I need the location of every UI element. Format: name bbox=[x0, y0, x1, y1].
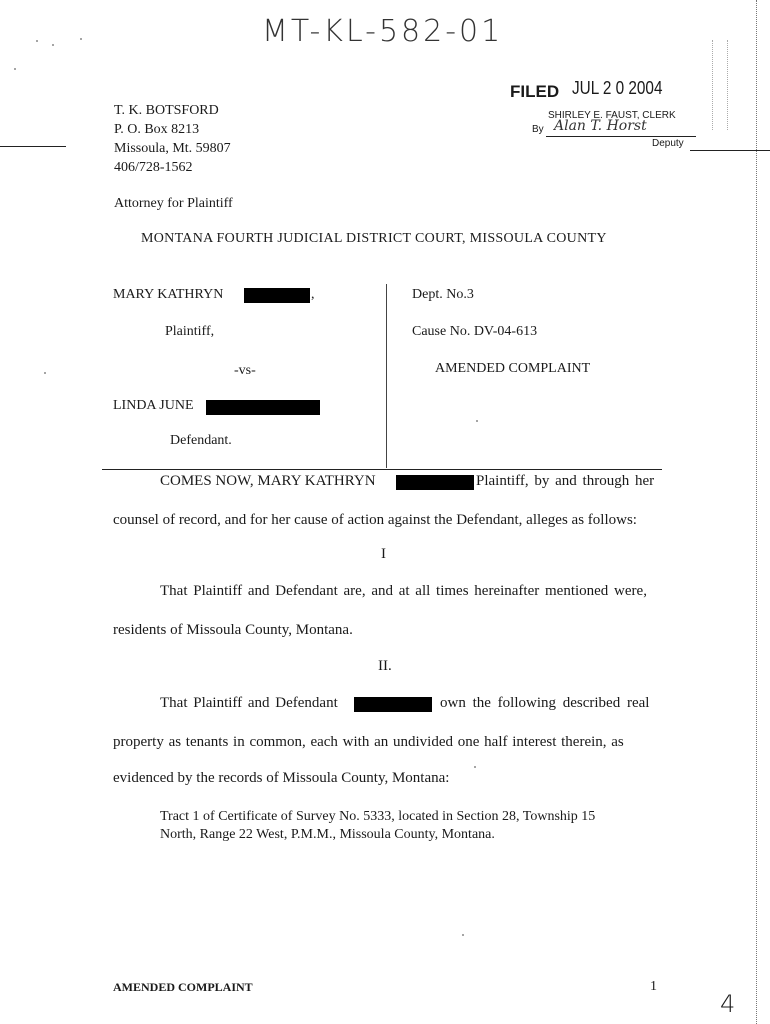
caption-vertical-divider bbox=[386, 284, 387, 468]
defendant-name-text: LINDA JUNE bbox=[113, 398, 194, 413]
scan-speck bbox=[36, 40, 38, 42]
clerk-signature: Alan T. Horst bbox=[554, 118, 647, 134]
margin-mark-right bbox=[690, 150, 770, 151]
intro-part-b: Plaintiff, by and through her bbox=[476, 473, 655, 489]
paragraph-1-line-2: residents of Missoula County, Montana. bbox=[113, 622, 353, 638]
attorney-city: Missoula, Mt. 59807 bbox=[114, 141, 231, 156]
paragraph-2-line-1a: That Plaintiff and Defendant bbox=[160, 695, 338, 711]
paragraph-2-line-2: property as tenants in common, each with an undivided one half interest therein, as bbox=[113, 734, 624, 750]
court-title: MONTANA FOURTH JUDICIAL DISTRICT COURT, MISSOULA COUNTY bbox=[141, 231, 607, 246]
filed-label: FILED bbox=[510, 82, 560, 101]
vs-label: -vs- bbox=[234, 363, 256, 378]
intro-part-a: COMES NOW, MARY KATHRYN bbox=[160, 473, 376, 489]
vertical-stamp-artifact bbox=[712, 40, 728, 130]
attorney-name: T. K. BOTSFORD bbox=[114, 103, 219, 118]
handwritten-page-mark: 4 bbox=[720, 990, 739, 1018]
scan-speck bbox=[44, 372, 46, 374]
redaction-bar bbox=[396, 475, 474, 490]
plaintiff-comma: , bbox=[311, 287, 315, 302]
clerk-name: SHIRLEY E. FAUST, CLERK bbox=[548, 110, 676, 121]
paragraph-1-line-1: That Plaintiff and Defendant are, and at all times hereinafter mentioned were, bbox=[160, 583, 647, 599]
section-heading-1: I bbox=[381, 546, 386, 562]
page-number: 1 bbox=[650, 979, 657, 994]
margin-mark-left bbox=[0, 146, 66, 147]
document-number: MT-KL-582-01 bbox=[262, 14, 504, 49]
scan-speck bbox=[462, 934, 464, 936]
attorney-po-box: P. O. Box 8213 bbox=[114, 122, 200, 137]
redaction-bar bbox=[244, 288, 310, 303]
legal-description-line-1: Tract 1 of Certificate of Survey No. 5333, located in Section 28, Township 15 bbox=[160, 809, 596, 824]
paragraph-2-line-1b: own the following described real bbox=[440, 695, 650, 711]
scan-speck bbox=[476, 420, 478, 422]
legal-description bbox=[160, 808, 595, 844]
footer-title: AMENDED COMPLAINT bbox=[113, 980, 253, 994]
scan-speck bbox=[80, 38, 82, 40]
plaintiff-label: Plaintiff, bbox=[165, 324, 215, 339]
scan-speck bbox=[474, 766, 476, 768]
redaction-bar bbox=[354, 697, 432, 712]
defendant-label: Defendant. bbox=[170, 433, 232, 448]
attorney-block bbox=[114, 101, 231, 177]
filed-stamp bbox=[510, 76, 700, 156]
attorney-phone: 406/728-1562 bbox=[114, 160, 193, 175]
dept-number: Dept. No.3 bbox=[412, 287, 474, 302]
redaction-bar bbox=[206, 400, 320, 415]
document-title: AMENDED COMPLAINT bbox=[435, 361, 591, 376]
signature-line bbox=[546, 136, 696, 137]
scan-speck bbox=[14, 68, 16, 70]
plaintiff-name bbox=[113, 287, 223, 303]
intro-line-2: counsel of record, and for her cause of action against the Defendant, alleges as follows: bbox=[113, 512, 637, 528]
paragraph-2-line-3: evidenced by the records of Missoula County, Montana: bbox=[113, 770, 450, 786]
filed-date: JUL 2 0 2004 bbox=[572, 78, 663, 98]
legal-description-line-2: North, Range 22 West, P.M.M., Missoula County, Montana. bbox=[160, 827, 495, 842]
section-heading-2: II. bbox=[378, 658, 392, 674]
cause-number: Cause No. DV-04-613 bbox=[412, 324, 538, 339]
attorney-role: Attorney for Plaintiff bbox=[114, 196, 233, 211]
right-edge-scan-artifact bbox=[756, 0, 757, 1024]
caption-horizontal-rule bbox=[102, 469, 662, 470]
by-label: By bbox=[532, 124, 544, 135]
defendant-name bbox=[113, 398, 194, 414]
scan-speck bbox=[52, 44, 54, 46]
deputy-label: Deputy bbox=[652, 138, 684, 149]
plaintiff-name-text: MARY KATHRYN bbox=[113, 287, 224, 302]
